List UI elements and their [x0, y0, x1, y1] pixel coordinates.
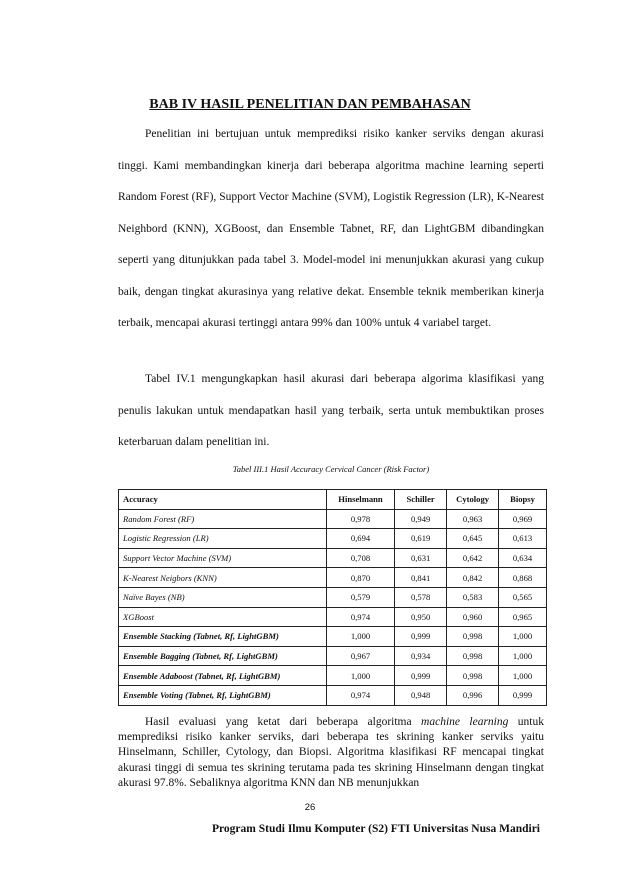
table-caption: Tabel III.1 Hasil Accuracy Cervical Cancer (Risk Factor)	[232, 464, 430, 474]
cell-cytology: 0,642	[447, 548, 499, 568]
row-label: Ensemble Bagging (Tabnet, Rf, LightGBM)	[119, 646, 327, 666]
cell-schiller: 0,841	[395, 568, 447, 588]
chapter-title: BAB IV HASIL PENELITIAN DAN PEMBAHASAN	[149, 97, 471, 112]
cell-hinselmann: 0,708	[326, 548, 394, 568]
cell-schiller: 0,949	[395, 509, 447, 529]
paragraph-intro-block	[118, 119, 544, 340]
cell-hinselmann: 1,000	[326, 627, 394, 647]
header-hinselmann: Hinselmann	[326, 490, 394, 510]
cell-hinselmann: 1,000	[326, 666, 394, 686]
cell-schiller: 0,999	[395, 627, 447, 647]
cell-hinselmann: 0,978	[326, 509, 394, 529]
cell-schiller: 0,948	[395, 685, 447, 705]
cell-biopsy: 1,000	[499, 666, 547, 686]
row-label: Naïve Bayes (NB)	[119, 587, 327, 607]
accuracy-table	[118, 489, 547, 706]
paragraph-evaluation-start: Hasil evaluasi yang ketat dari beberapa algoritma	[145, 716, 422, 728]
cell-cytology: 0,963	[447, 509, 499, 529]
header-biopsy: Biopsy	[499, 490, 547, 510]
paragraph-evaluation	[118, 715, 544, 791]
cell-schiller: 0,631	[395, 548, 447, 568]
paragraph-table-intro-block	[118, 364, 544, 459]
header-schiller: Schiller	[395, 490, 447, 510]
cell-cytology: 0,998	[447, 666, 499, 686]
row-label: Support Vector Machine (SVM)	[119, 548, 327, 568]
cell-biopsy: 0,565	[499, 587, 547, 607]
cell-biopsy: 0,999	[499, 685, 547, 705]
cell-biopsy: 0,969	[499, 509, 547, 529]
cell-biopsy: 0,965	[499, 607, 547, 627]
cell-biopsy: 1,000	[499, 627, 547, 647]
cell-schiller: 0,999	[395, 666, 447, 686]
table-row	[119, 587, 547, 607]
table-row	[119, 607, 547, 627]
table-row	[119, 627, 547, 647]
row-label: Ensemble Stacking (Tabnet, Rf, LightGBM)	[119, 627, 327, 647]
row-label: Ensemble Adaboost (Tabnet, Rf, LightGBM)	[119, 666, 327, 686]
cell-cytology: 0,996	[447, 685, 499, 705]
cell-hinselmann: 0,579	[326, 587, 394, 607]
cell-cytology: 0,960	[447, 607, 499, 627]
cell-hinselmann: 0,694	[326, 529, 394, 549]
cell-biopsy: 0,634	[499, 548, 547, 568]
table-row	[119, 685, 547, 705]
row-label: XGBoost	[119, 607, 327, 627]
header-cytology: Cytology	[447, 490, 499, 510]
table-row	[119, 548, 547, 568]
cell-hinselmann: 0,967	[326, 646, 394, 666]
row-label: Ensemble Voting (Tabnet, Rf, LightGBM)	[119, 685, 327, 705]
cell-hinselmann: 0,870	[326, 568, 394, 588]
header-accuracy: Accuracy	[119, 490, 327, 510]
cell-cytology: 0,583	[447, 587, 499, 607]
cell-schiller: 0,578	[395, 587, 447, 607]
cell-schiller: 0,619	[395, 529, 447, 549]
cell-hinselmann: 0,974	[326, 607, 394, 627]
cell-schiller: 0,934	[395, 646, 447, 666]
paragraph-evaluation-block	[118, 715, 544, 791]
page-footer: Program Studi Ilmu Komputer (S2) FTI Universitas Nusa Mandiri	[212, 823, 540, 835]
paragraph-evaluation-emphasis: machine learning	[421, 716, 509, 728]
table-row	[119, 529, 547, 549]
row-label: Logistic Regression (LR)	[119, 529, 327, 549]
paragraph-table-intro: Tabel IV.1 mengungkapkan hasil akurasi dari beberapa algorima klasifikasi yang penulis lakukan untuk mendapatkan hasil yang terbaik, serta untuk membuktikan proses keterbaruan dalam penelitian ini.	[118, 373, 544, 448]
row-label: Random Forest (RF)	[119, 509, 327, 529]
cell-biopsy: 0,613	[499, 529, 547, 549]
page-number: 26	[304, 802, 316, 813]
cell-cytology: 0,998	[447, 627, 499, 647]
cell-hinselmann: 0,974	[326, 685, 394, 705]
cell-biopsy: 0,868	[499, 568, 547, 588]
table-row	[119, 666, 547, 686]
table-row	[119, 646, 547, 666]
table-row	[119, 509, 547, 529]
row-label: K-Nearest Neigbors (KNN)	[119, 568, 327, 588]
cell-cytology: 0,842	[447, 568, 499, 588]
cell-cytology: 0,998	[447, 646, 499, 666]
paragraph-evaluation-rest: untuk memprediksi risiko kanker serviks, dari beberapa tes skrining kanker serviks yaitu Hinselmann, Schiller, Cytology, dan Biopsi. Algoritma klasifikasi RF mencapai tingkat akurasi tinggi di semua tes skrining terutama pada tes skrining Hinselmann dengan tingkat akurasi 97.8%. Sebaliknya algoritma KNN dan NB menunjukkan	[118, 716, 545, 789]
table-row	[119, 568, 547, 588]
cell-biopsy: 1,000	[499, 646, 547, 666]
cell-cytology: 0,645	[447, 529, 499, 549]
cell-schiller: 0,950	[395, 607, 447, 627]
paragraph-intro: Penelitian ini bertujuan untuk memprediksi risiko kanker serviks dengan akurasi tinggi. Kami membandingkan kinerja dari beberapa algoritma machine learning seperti Random Forest (RF), Support Vector Machine (SVM), Logistik Regression (LR), K-Nearest Neighbord (KNN), XGBoost, dan Ensemble Tabnet, RF, dan LightGBM dibandingkan seperti yang ditunjukkan pada tabel 3. Model-model ini menunjukkan akurasi yang cukup baik, dengan tingkat akurasinya yang relative dekat. Ensemble teknik memberikan kinerja terbaik, mencapai akurasi tertinggi antara 99% dan 100% untuk 4 variabel target.	[118, 128, 544, 329]
table-header-row	[119, 490, 547, 510]
